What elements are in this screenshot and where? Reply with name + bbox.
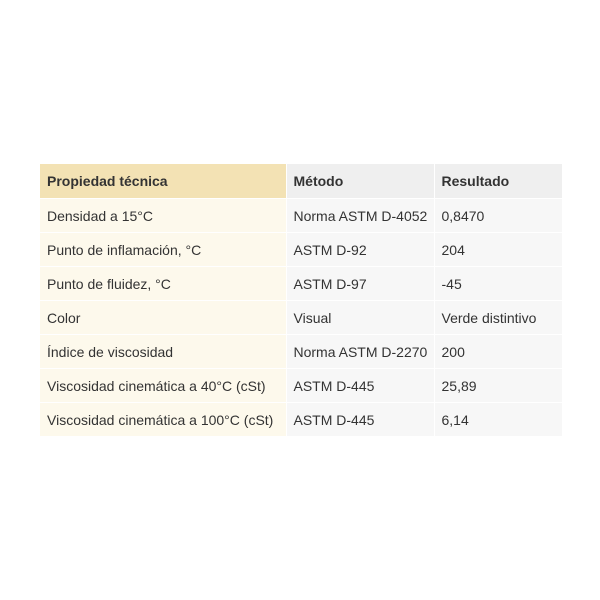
cell-property: Color [40,301,286,335]
cell-method: Visual [286,301,434,335]
table-row [40,199,562,233]
cell-property: Punto de inflamación, °C [40,233,286,267]
header-property: Propiedad técnica [40,164,286,199]
table-row [40,403,562,437]
properties-table [40,164,562,437]
table-header-row [40,164,562,199]
cell-property: Índice de viscosidad [40,335,286,369]
cell-method: Norma ASTM D-4052 [286,199,434,233]
table-row [40,369,562,403]
cell-result: 6,14 [434,403,562,437]
header-result: Resultado [434,164,562,199]
cell-method: ASTM D-445 [286,403,434,437]
cell-method: Norma ASTM D-2270 [286,335,434,369]
cell-result: 204 [434,233,562,267]
header-method: Método [286,164,434,199]
table-row [40,301,562,335]
cell-property: Viscosidad cinemática a 40°C (cSt) [40,369,286,403]
cell-property: Viscosidad cinemática a 100°C (cSt) [40,403,286,437]
cell-method: ASTM D-445 [286,369,434,403]
table-row [40,335,562,369]
cell-result: 25,89 [434,369,562,403]
cell-property: Densidad a 15°C [40,199,286,233]
table-row [40,267,562,301]
table-row [40,233,562,267]
cell-method: ASTM D-92 [286,233,434,267]
cell-result: Verde distintivo [434,301,562,335]
cell-result: 0,8470 [434,199,562,233]
cell-method: ASTM D-97 [286,267,434,301]
cell-result: -45 [434,267,562,301]
cell-result: 200 [434,335,562,369]
cell-property: Punto de fluidez, °C [40,267,286,301]
